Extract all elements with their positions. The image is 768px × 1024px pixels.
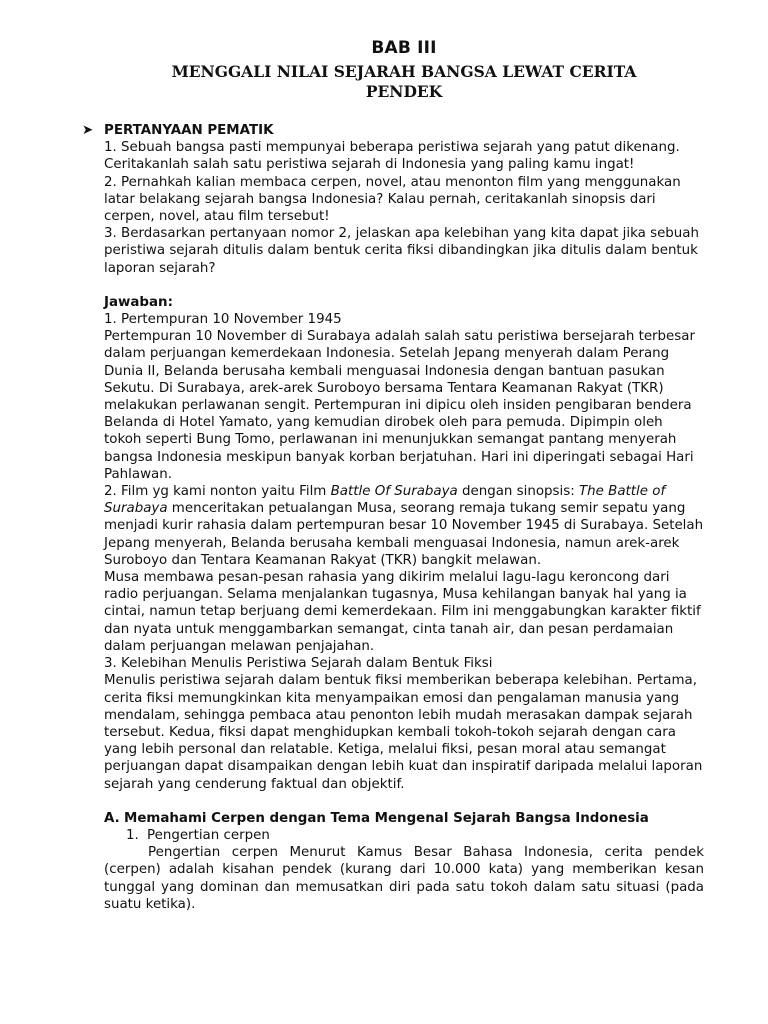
subsection-1-heading xyxy=(126,827,704,844)
answer-3-body: Menulis peristiwa sejarah dalam bentuk fiksi memberikan beberapa kelebihan. Pertama, cerita fiksi memungkinkan kita menyampaikan emosi dan pengalaman manusia yang mendalam, sehingga pembaca atau penonton lebih mudah merasakan dampak sejarah tersebut. Kedua, fiksi dapat menghidupkan kembali tokoh-tokoh sejarah dengan cara yang lebih personal dan relatable. Ketiga, melalui fiksi, pesan moral atau semangat perjuangan dapat disampaikan dengan lebih kuat dan inspiratif daripada melalui laporan sejarah yang cenderung faktual dan objektif. xyxy=(104,673,703,792)
subsection-1-marker: 1. xyxy=(126,827,139,843)
answer-1-title: 1. Pertempuran 10 November 1945 xyxy=(104,312,342,328)
spacer xyxy=(104,277,704,294)
answer-2-body xyxy=(104,483,704,569)
answer-3-title: 3. Kelebihan Menulis Peristiwa Sejarah dalam Bentuk Fiksi xyxy=(104,656,493,672)
jawaban-label: Jawaban: xyxy=(104,294,173,310)
section-a-title: Memahami Cerpen dengan Tema Mengenal Sejarah Bangsa Indonesia xyxy=(124,810,649,826)
chapter-title xyxy=(104,62,704,102)
question-2: 2. Pernahkah kalian membaca cerpen, novel, atau menonton film yang menggunakan latar belakang sejarah bangsa Indonesia? Kalau pernah, ceritakanlah sinopsis dari cerpen, novel, atau film tersebut! xyxy=(104,174,681,225)
answer-2-film-title-full: The Battle of Surabaya xyxy=(104,484,666,517)
answer-2-prefix: 2. Film yg kami nonton yaitu Film xyxy=(104,484,331,500)
section-a-heading xyxy=(104,810,704,827)
answer-1-body: Pertempuran 10 November di Surabaya adalah salah satu peristiwa bersejarah terbesar dalam perjuangan kemerdekaan Indonesia. Setelah Jepang menyerah dalam Perang Dunia II, Belanda berusaha kembali menguasai Indonesia dengan bantuan pasukan Sekutu. Di Surabaya, arek-arek Suroboyo bersama Tentara Keamanan Rakyat (TKR) melakukan perlawanan sengit. Pertempuran ini dipicu oleh insiden pengibaran bendera Belanda di Hotel Yamato, yang kemudian dirobek oleh para pemuda. Dipimpin oleh tokoh seperti Bung Tomo, perlawanan ini menunjukkan semangat pantang menyerah bangsa Indonesia meskipun banyak korban berjatuhan. Hari ini diperingati sebagai Hari Pahlawan. xyxy=(104,329,695,482)
section-a-marker: A. xyxy=(104,810,120,826)
arrow-bullet-icon: ➤ xyxy=(82,123,94,138)
question-3: 3. Berdasarkan pertanyaan nomor 2, jelaskan apa kelebihan yang kita dapat jika sebuah peristiwa sejarah ditulis dalam bentuk cerita fiksi dibandingkan jika ditulis dalam bentuk laporan sejarah? xyxy=(104,226,699,276)
answer-2-rest: menceritakan petualangan Musa, seorang remaja tukang semir sepatu yang menjadi kurir rahasia dalam pertempuran besar 10 November 1945 di Surabaya. Setelah Jepang menyerah, Belanda berusaha kembali menguasai Indonesia, namun arek-arek Suroboyo dan Tentara Keamanan Rakyat (TKR) bangkit melawan. xyxy=(104,501,704,568)
answer-2-film-title: Battle Of Surabaya xyxy=(330,484,458,500)
chapter-title-line2: PENDEK xyxy=(365,82,443,101)
chapter-title-line1: MENGGALI NILAI SEJARAH BANGSA LEWAT CERITA xyxy=(171,62,637,81)
pertanyaan-heading xyxy=(82,122,704,139)
answer-2-body-continued: Musa membawa pesan-pesan rahasia yang dikirim melalui lagu-lagu keroncong dari radio perjuangan. Selama menjalankan tugasnya, Musa kehilangan banyak hal yang ia cintai, namun tetap berjuang demi kemerdekaan. Film ini menggabungkan karakter fiktif dan nyata untuk menggambarkan semangat, cinta tanah air, dan pesan perdamaian dalam perjuangan melawan penjajahan. xyxy=(104,570,701,654)
question-1: 1. Sebuah bangsa pasti mempunyai beberapa peristiwa sejarah yang patut dikenang. Ceritakanlah salah satu peristiwa sejarah di Indonesia yang paling kamu ingat! xyxy=(104,140,680,173)
subsection-1-title: Pengertian cerpen xyxy=(147,827,270,843)
answer-2-mid: dengan sinopsis: xyxy=(457,484,579,500)
spacer xyxy=(104,793,704,810)
cerpen-definition-paragraph: Pengertian cerpen Menurut Kamus Besar Bahasa Indonesia, cerita pendek (cerpen) adalah kisahan pendek (kurang dari 10.000 kata) yang memberikan kesan tunggal yang dominan dan memusatkan diri pada satu tokoh dalam satu situasi (pada suatu ketika). xyxy=(104,845,704,912)
chapter-number: BAB III xyxy=(371,38,437,58)
pertanyaan-label: PERTANYAAN PEMATIK xyxy=(104,123,274,138)
